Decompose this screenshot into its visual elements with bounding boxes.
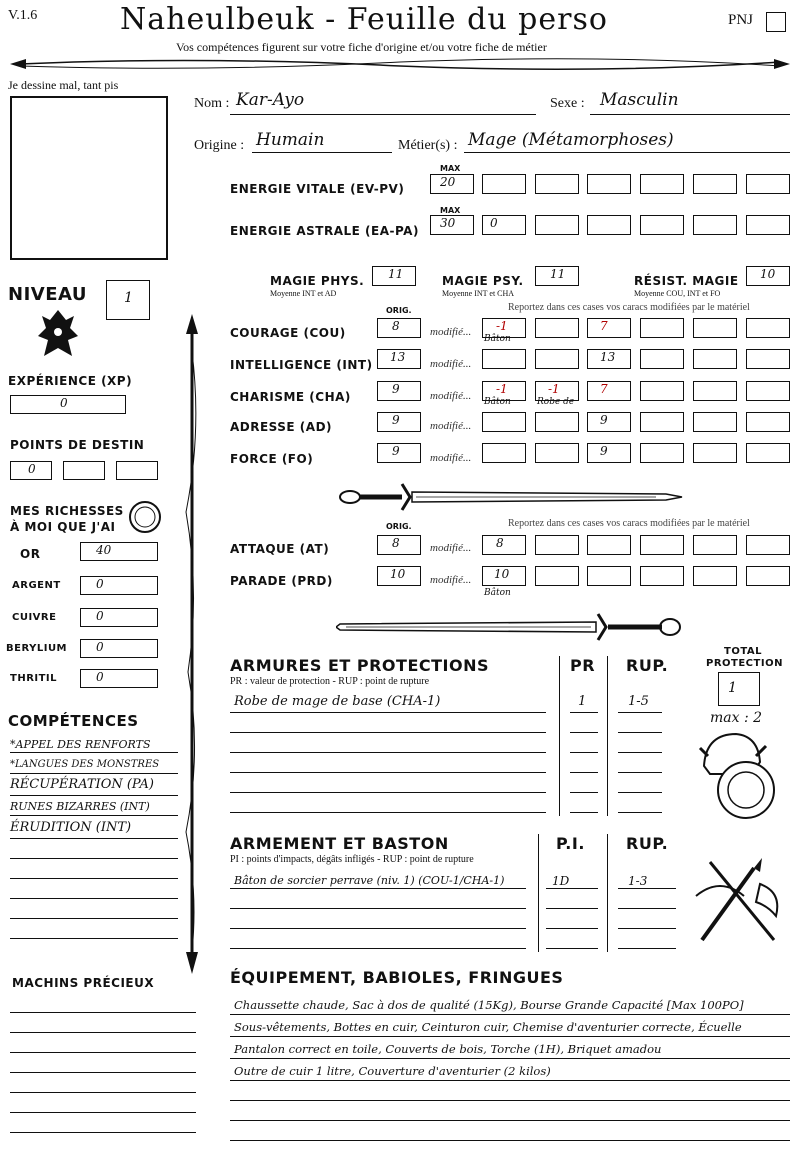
combat-mod-box[interactable]: [693, 566, 737, 586]
coin-icon: [128, 500, 162, 534]
combat-mod-box[interactable]: [587, 535, 631, 555]
courage-label: COURAGE (COU): [230, 326, 346, 340]
courage-final-value: 7: [600, 319, 608, 333]
combat-mod-box[interactable]: [746, 566, 790, 586]
modifie-label: modifié...: [430, 326, 472, 338]
courage-mod1-note: Bâton: [484, 334, 511, 344]
pi-header: P.I.: [556, 834, 585, 853]
equipement-line[interactable]: Sous-vêtements, Bottes en cuir, Ceinturon cuir, Chemise d'aventurier correcte, Écuelle: [234, 1020, 742, 1034]
max-protection: max : 2: [710, 710, 763, 726]
competences-label: COMPÉTENCES: [8, 712, 139, 730]
rup-header: RUP.: [626, 656, 669, 675]
cha-mod2-value: -1: [548, 382, 560, 396]
equipement-line[interactable]: Outre de cuir 1 litre, Couverture d'aventurier (2 kilos): [234, 1064, 551, 1078]
ev-box[interactable]: [482, 174, 526, 194]
combat-mod-box[interactable]: [640, 535, 684, 555]
ev-box[interactable]: [746, 174, 790, 194]
parade-label: PARADE (PRD): [230, 574, 333, 588]
adresse-label: ADRESSE (AD): [230, 420, 333, 434]
carac-mod-box[interactable]: [693, 443, 737, 463]
courage-mod1-value: -1: [496, 319, 508, 333]
cha-final-value: 7: [600, 382, 608, 396]
origine-value[interactable]: Humain: [256, 130, 325, 150]
ea-box[interactable]: [640, 215, 684, 235]
rup-header-armement: RUP.: [626, 834, 669, 853]
equipement-line[interactable]: Pantalon correct en toile, Couverts de bois, Torche (1H), Briquet amadou: [234, 1042, 662, 1056]
carac-mod-box[interactable]: [535, 318, 579, 338]
pnj-label: PNJ: [728, 12, 754, 28]
sheet-title: Naheulbeuk - Feuille du perso: [120, 2, 608, 37]
berylium-box[interactable]: [80, 639, 158, 658]
carac-mod-box[interactable]: [746, 318, 790, 338]
or-box[interactable]: [80, 542, 158, 561]
caracs-orig-label: ORIG.: [386, 306, 412, 315]
ea-box[interactable]: [587, 215, 631, 235]
modifie-label: modifié...: [430, 452, 472, 464]
carac-mod-box[interactable]: [746, 381, 790, 401]
thritil-value: 0: [96, 670, 104, 684]
carac-mod-box[interactable]: [587, 443, 631, 463]
carac-mod-box[interactable]: [535, 349, 579, 369]
sexe-label: Sexe :: [550, 96, 585, 111]
armure-name[interactable]: Robe de mage de base (CHA-1): [234, 694, 441, 709]
carac-mod-box[interactable]: [640, 381, 684, 401]
prd-note: Bâton: [484, 588, 511, 598]
carac-mod-box[interactable]: [640, 412, 684, 432]
combat-mod-box[interactable]: [535, 566, 579, 586]
ea-box[interactable]: [535, 215, 579, 235]
destin-box[interactable]: [63, 461, 105, 480]
intelligence-label: INTELLIGENCE (INT): [230, 358, 373, 372]
cha-mod1-value: -1: [496, 382, 508, 396]
argent-box[interactable]: [80, 576, 158, 595]
ad-orig-value: 9: [392, 413, 400, 427]
armure-rup[interactable]: 1-5: [628, 694, 649, 709]
prd-orig-value: 10: [390, 567, 406, 581]
cuivre-value: 0: [96, 609, 104, 623]
modifie-label: modifié...: [430, 390, 472, 402]
ev-box[interactable]: [535, 174, 579, 194]
argent-value: 0: [96, 577, 104, 591]
carac-mod-box[interactable]: [746, 412, 790, 432]
spear-icon: [180, 312, 204, 978]
or-value: 40: [96, 543, 112, 557]
fo-orig-value: 9: [392, 444, 400, 458]
ad-final-value: 9: [600, 413, 608, 427]
pr-header: PR: [570, 656, 596, 675]
carac-mod-box[interactable]: [482, 349, 526, 369]
argent-label: ARGENT: [12, 580, 61, 591]
armures-label: ARMURES ET PROTECTIONS: [230, 656, 489, 675]
total-label-1: TOTAL: [724, 646, 762, 657]
carac-mod-box[interactable]: [746, 443, 790, 463]
thritil-label: THRITIL: [10, 673, 58, 684]
carac-mod-box[interactable]: [587, 412, 631, 432]
cha-mod2-note: Robe de: [537, 397, 575, 407]
nom-label: Nom :: [194, 96, 230, 111]
total-protection-value: 1: [728, 680, 737, 696]
charisme-label: CHARISME (CHA): [230, 390, 351, 404]
version-label: V.1.6: [8, 8, 38, 23]
armor-helmet-icon: [696, 726, 782, 822]
int-final-value: 13: [600, 350, 616, 364]
force-label: FORCE (FO): [230, 452, 314, 466]
modifie-label: modifié...: [430, 358, 472, 370]
combat-mod-box[interactable]: [746, 535, 790, 555]
ev-max-value: 20: [440, 175, 456, 189]
xp-label: EXPÉRIENCE (XP): [8, 374, 133, 388]
weapons-icon: [690, 856, 790, 948]
prd-final-value: 10: [494, 567, 510, 581]
magie-psy-sub: Moyenne INT et CHA: [442, 289, 515, 298]
carac-mod-box[interactable]: [535, 443, 579, 463]
modifie-label: modifié...: [430, 420, 472, 432]
metier-label: Métier(s) :: [398, 138, 458, 153]
combat-mod-box[interactable]: [640, 566, 684, 586]
berylium-value: 0: [96, 640, 104, 654]
pnj-checkbox[interactable]: [766, 12, 786, 32]
armement-sub: PI : points d'impacts, dégâts infligés - RUP : point de rupture: [230, 854, 474, 865]
magie-phys-value: 11: [388, 267, 404, 281]
carac-mod-box[interactable]: [482, 412, 526, 432]
competence-item[interactable]: RUNES BIZARRES (INT): [10, 800, 150, 813]
combat-mod-box[interactable]: [535, 535, 579, 555]
machins-label: MACHINS PRÉCIEUX: [12, 976, 155, 990]
carac-mod-box[interactable]: [746, 349, 790, 369]
sword-icon: [336, 610, 686, 644]
resist-magie-value: 10: [760, 267, 776, 281]
xp-value: 0: [60, 396, 68, 410]
ea-label: ENERGIE ASTRALE (EA-PA): [230, 224, 419, 238]
competence-item[interactable]: *APPEL DES RENFORTS: [10, 738, 151, 751]
competence-item[interactable]: ÉRUDITION (INT): [10, 820, 132, 835]
xp-box[interactable]: [10, 395, 126, 414]
nom-value[interactable]: Kar-Ayo: [236, 90, 305, 110]
carac-mod-box[interactable]: [482, 443, 526, 463]
or-label: OR: [20, 547, 41, 561]
ev-max-label: MAX: [440, 164, 461, 173]
carac-mod-box[interactable]: [587, 318, 631, 338]
sexe-value[interactable]: Masculin: [600, 90, 679, 110]
caracs-hint: Reportez dans ces cases vos caracs modifiées par le matériel: [508, 302, 750, 313]
at-final-value: 8: [496, 536, 504, 550]
magie-phys-sub: Moyenne INT et AD: [270, 289, 337, 298]
sheet-subtitle: Vos compétences figurent sur votre fiche d'origine et/ou votre fiche de métier: [176, 40, 547, 54]
carac-mod-box[interactable]: [640, 349, 684, 369]
competence-item[interactable]: RÉCUPÉRATION (PA): [10, 777, 154, 792]
magie-psy-value: 11: [550, 267, 566, 281]
combat-hint: Reportez dans ces cases vos caracs modifiées par le matériel: [508, 518, 750, 529]
cha-orig-value: 9: [392, 382, 400, 396]
arme-name[interactable]: Bâton de sorcier perrave (niv. 1) (COU-1/CHA-1): [234, 874, 505, 887]
destin-box[interactable]: [116, 461, 158, 480]
combat-mod-box[interactable]: [587, 566, 631, 586]
dragon-icon: [36, 306, 80, 362]
sword-icon: [336, 480, 686, 514]
arme-rup[interactable]: 1-3: [628, 874, 648, 888]
ea-box[interactable]: [482, 215, 526, 235]
equipement-line[interactable]: Chaussette chaude, Sac à dos de qualité (15Kg), Bourse Grande Capacité [Max 100PO]: [234, 998, 744, 1012]
combat-mod-box[interactable]: [482, 535, 526, 555]
fo-final-value: 9: [600, 444, 608, 458]
carac-mod-box[interactable]: [693, 412, 737, 432]
portrait-box[interactable]: [10, 96, 168, 260]
armement-label: ARMEMENT ET BASTON: [230, 834, 449, 853]
ev-box[interactable]: [693, 174, 737, 194]
cha-mod1-note: Bâton: [484, 397, 511, 407]
destin-label: POINTS DE DESTIN: [10, 438, 145, 452]
magie-phys-label: MAGIE PHYS.: [270, 274, 365, 288]
niveau-label: NIVEAU: [8, 284, 87, 305]
berylium-label: BERYLIUM: [6, 643, 68, 654]
metier-value[interactable]: Mage (Métamorphoses): [468, 130, 674, 150]
ea-box[interactable]: [693, 215, 737, 235]
carac-mod-box[interactable]: [640, 318, 684, 338]
arme-pi[interactable]: 1D: [552, 874, 570, 888]
richesses-label-1: MES RICHESSES: [10, 504, 124, 518]
ea-current-value: 0: [490, 216, 498, 230]
richesses-label-2: À MOI QUE J'AI: [10, 520, 116, 534]
ea-box[interactable]: [746, 215, 790, 235]
competence-item[interactable]: *LANGUES DES MONSTRES: [10, 759, 160, 770]
carac-mod-box[interactable]: [693, 318, 737, 338]
cuivre-label: CUIVRE: [12, 612, 57, 623]
armures-sub: PR : valeur de protection - RUP : point de rupture: [230, 676, 430, 687]
combat-mod-box[interactable]: [693, 535, 737, 555]
attaque-label: ATTAQUE (AT): [230, 542, 330, 556]
courage-orig-value: 8: [392, 319, 400, 333]
thritil-box[interactable]: [80, 669, 158, 688]
total-label-2: PROTECTION: [706, 658, 783, 669]
at-orig-value: 8: [392, 536, 400, 550]
cuivre-box[interactable]: [80, 608, 158, 627]
ev-box[interactable]: [640, 174, 684, 194]
portrait-caption: Je dessine mal, tant pis: [8, 78, 119, 92]
ev-box[interactable]: [587, 174, 631, 194]
destin-value: 0: [28, 462, 36, 476]
combat-orig-label: ORIG.: [386, 522, 412, 531]
origine-label: Origine :: [194, 138, 245, 153]
carac-mod-box[interactable]: [535, 412, 579, 432]
total-protection-box[interactable]: [718, 672, 760, 706]
niveau-value: 1: [124, 290, 133, 306]
equipement-label: ÉQUIPEMENT, BABIOLES, FRINGUES: [230, 968, 564, 987]
armure-pr[interactable]: 1: [578, 694, 587, 709]
resist-magie-sub: Moyenne COU, INT et FO: [634, 289, 721, 298]
ea-max-value: 30: [440, 216, 456, 230]
magie-psy-label: MAGIE PSY.: [442, 274, 524, 288]
carac-mod-box[interactable]: [640, 443, 684, 463]
resist-magie-label: RÉSIST. MAGIE: [634, 274, 739, 288]
carac-mod-box[interactable]: [693, 381, 737, 401]
ea-max-label: MAX: [440, 206, 461, 215]
modifie-label: modifié...: [430, 574, 472, 586]
modifie-label: modifié...: [430, 542, 472, 554]
header-spear-icon: [0, 52, 800, 76]
ev-label: ENERGIE VITALE (EV-PV): [230, 182, 405, 196]
carac-mod-box[interactable]: [693, 349, 737, 369]
carac-mod-box[interactable]: [587, 381, 631, 401]
int-orig-value: 13: [390, 350, 406, 364]
